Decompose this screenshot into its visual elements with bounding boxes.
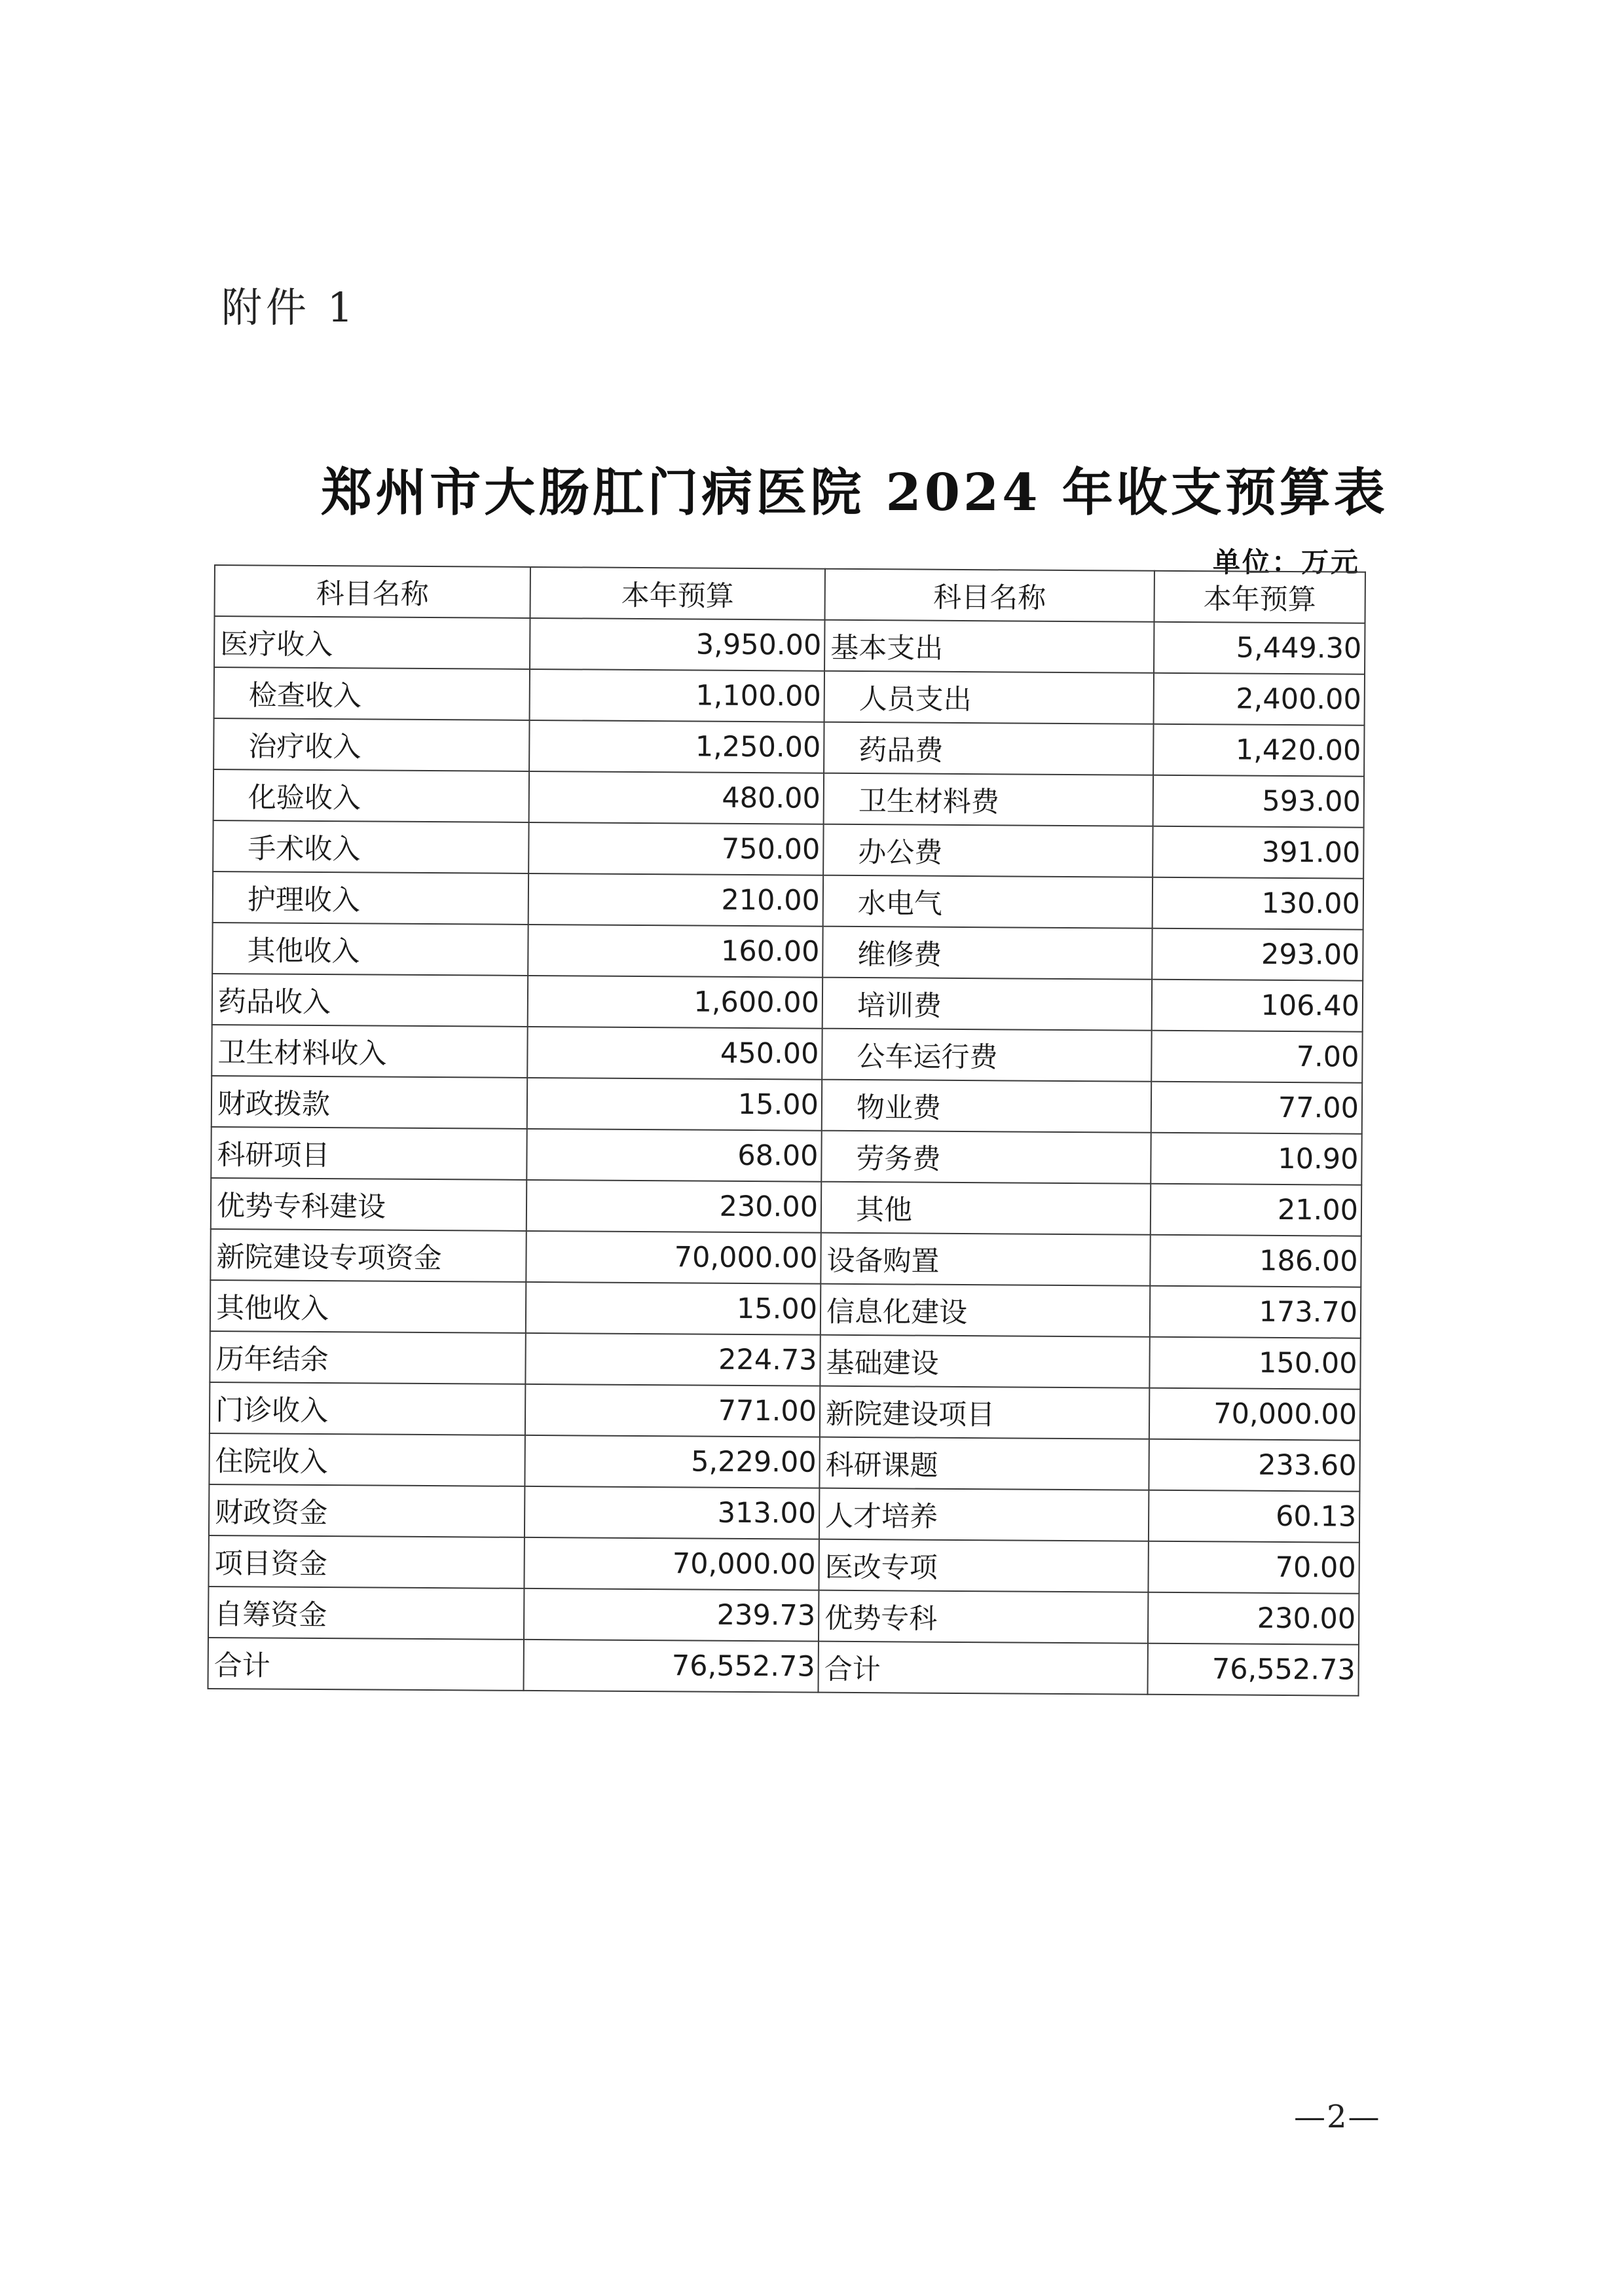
income-item-budget: 15.00 bbox=[526, 1282, 821, 1335]
document-title: 郑州市大肠肛门病医院 2024 年收支预算表 bbox=[321, 463, 1388, 523]
income-item-budget: 76,552.73 bbox=[524, 1640, 819, 1693]
table-row bbox=[213, 769, 1364, 828]
income-item-name: 治疗收入 bbox=[213, 718, 529, 771]
table-row bbox=[213, 718, 1364, 777]
expense-item-name: 设备购置 bbox=[821, 1233, 1150, 1286]
expense-item-name: 维修费 bbox=[822, 927, 1152, 980]
expense-item-name: 合计 bbox=[818, 1642, 1147, 1695]
expense-item-budget: 2,400.00 bbox=[1154, 673, 1365, 725]
table-row bbox=[209, 1484, 1359, 1543]
table-row bbox=[208, 1535, 1359, 1594]
income-item-budget: 15.00 bbox=[527, 1078, 822, 1131]
income-item-name: 医疗收入 bbox=[214, 616, 530, 669]
income-item-budget: 1,100.00 bbox=[530, 669, 824, 722]
budget-table bbox=[208, 564, 1366, 1697]
income-item-budget: 480.00 bbox=[529, 771, 824, 824]
income-item-name: 合计 bbox=[208, 1638, 524, 1691]
expense-item-budget: 391.00 bbox=[1153, 826, 1363, 879]
table-header-row bbox=[215, 565, 1365, 623]
expense-item-budget: 293.00 bbox=[1152, 928, 1363, 981]
table-row bbox=[212, 1076, 1362, 1134]
expense-item-name: 优势专科 bbox=[819, 1590, 1148, 1643]
unit-label: 单位：万元 bbox=[1213, 546, 1361, 578]
income-item-budget: 313.00 bbox=[525, 1486, 819, 1539]
expense-item-name: 药品费 bbox=[824, 722, 1153, 775]
table-row bbox=[214, 667, 1365, 725]
income-item-budget: 160.00 bbox=[528, 925, 822, 978]
table-row bbox=[210, 1382, 1360, 1441]
expense-item-name: 其他 bbox=[821, 1182, 1151, 1235]
attachment-label: 附件 1 bbox=[221, 284, 358, 331]
table-row bbox=[214, 616, 1365, 674]
income-item-budget: 771.00 bbox=[525, 1384, 820, 1437]
income-item-budget: 70,000.00 bbox=[526, 1231, 821, 1284]
expense-item-budget: 7.00 bbox=[1151, 1031, 1362, 1083]
expense-item-budget: 70.00 bbox=[1148, 1541, 1359, 1594]
expense-item-budget: 1,420.00 bbox=[1153, 724, 1364, 777]
income-item-name: 财政拨款 bbox=[212, 1076, 527, 1129]
income-item-name: 化验收入 bbox=[213, 769, 529, 822]
table-row bbox=[212, 974, 1363, 1032]
expense-item-name: 科研课题 bbox=[819, 1437, 1149, 1490]
table-row bbox=[208, 1587, 1359, 1645]
expense-item-budget: 10.90 bbox=[1151, 1133, 1361, 1185]
table-row bbox=[208, 1638, 1359, 1696]
income-item-budget: 224.73 bbox=[525, 1333, 820, 1386]
expense-item-budget: 230.00 bbox=[1148, 1592, 1359, 1645]
income-item-name: 卫生材料收入 bbox=[212, 1025, 527, 1078]
expense-item-name: 办公费 bbox=[823, 824, 1153, 877]
expense-item-name: 医改专项 bbox=[819, 1539, 1148, 1592]
income-item-budget: 1,600.00 bbox=[528, 976, 822, 1029]
income-item-name: 其他收入 bbox=[212, 923, 528, 976]
table-row bbox=[213, 820, 1363, 879]
expense-item-budget: 21.00 bbox=[1151, 1184, 1361, 1236]
expense-item-budget: 593.00 bbox=[1153, 775, 1364, 828]
income-item-name: 历年结余 bbox=[210, 1331, 525, 1384]
income-item-budget: 210.00 bbox=[528, 873, 823, 927]
income-item-budget: 5,229.00 bbox=[525, 1435, 819, 1488]
expense-item-budget: 5,449.30 bbox=[1154, 622, 1365, 674]
header-expense-budget: 本年预算 bbox=[1154, 571, 1365, 623]
income-item-budget: 750.00 bbox=[528, 822, 823, 875]
income-item-budget: 70,000.00 bbox=[524, 1537, 819, 1590]
table-row bbox=[210, 1331, 1360, 1389]
table-row bbox=[210, 1280, 1361, 1338]
income-item-budget: 3,950.00 bbox=[530, 618, 824, 671]
expense-item-budget: 106.40 bbox=[1152, 980, 1363, 1032]
income-item-name: 优势专科建设 bbox=[211, 1178, 526, 1231]
income-item-budget: 68.00 bbox=[526, 1129, 821, 1182]
expense-item-budget: 130.00 bbox=[1153, 877, 1363, 930]
expense-item-name: 劳务费 bbox=[821, 1131, 1151, 1184]
income-item-name: 门诊收入 bbox=[210, 1382, 525, 1435]
income-item-name: 项目资金 bbox=[208, 1535, 524, 1588]
income-item-budget: 239.73 bbox=[524, 1588, 819, 1642]
expense-item-name: 水电气 bbox=[823, 875, 1153, 928]
header-expense-name: 科目名称 bbox=[825, 569, 1154, 622]
table-row bbox=[209, 1433, 1359, 1492]
header-income-budget: 本年预算 bbox=[530, 567, 825, 620]
table-row bbox=[211, 1178, 1361, 1236]
expense-item-name: 新院建设项目 bbox=[820, 1386, 1149, 1439]
income-item-name: 检查收入 bbox=[214, 667, 530, 720]
expense-item-name: 卫生材料费 bbox=[824, 773, 1153, 826]
expense-item-name: 基础建设 bbox=[820, 1335, 1149, 1388]
table-row bbox=[210, 1229, 1361, 1287]
income-item-name: 其他收入 bbox=[210, 1280, 526, 1333]
table-row bbox=[211, 1127, 1361, 1185]
expense-item-budget: 70,000.00 bbox=[1149, 1388, 1360, 1441]
header-income-name: 科目名称 bbox=[215, 565, 530, 618]
income-item-budget: 1,250.00 bbox=[529, 720, 824, 773]
expense-item-budget: 77.00 bbox=[1151, 1082, 1362, 1134]
table-body bbox=[208, 616, 1365, 1696]
expense-item-budget: 150.00 bbox=[1149, 1337, 1360, 1389]
page-number: —2— bbox=[1294, 2099, 1381, 2135]
income-item-name: 护理收入 bbox=[213, 872, 528, 925]
table-row bbox=[212, 923, 1363, 981]
income-item-name: 科研项目 bbox=[211, 1127, 526, 1180]
income-item-name: 财政资金 bbox=[209, 1484, 525, 1537]
expense-item-name: 培训费 bbox=[822, 978, 1152, 1031]
income-item-name: 药品收入 bbox=[212, 974, 528, 1027]
income-item-name: 住院收入 bbox=[209, 1433, 525, 1486]
expense-item-name: 公车运行费 bbox=[822, 1029, 1151, 1082]
expense-item-budget: 76,552.73 bbox=[1147, 1643, 1358, 1696]
expense-item-budget: 233.60 bbox=[1149, 1439, 1359, 1492]
income-item-budget: 230.00 bbox=[526, 1180, 821, 1233]
expense-item-name: 信息化建设 bbox=[821, 1284, 1150, 1337]
income-item-budget: 450.00 bbox=[527, 1027, 822, 1080]
expense-item-name: 基本支出 bbox=[824, 620, 1154, 673]
income-item-name: 自筹资金 bbox=[208, 1587, 524, 1640]
expense-item-name: 物业费 bbox=[822, 1080, 1151, 1133]
expense-item-budget: 186.00 bbox=[1150, 1235, 1361, 1287]
expense-item-name: 人才培养 bbox=[819, 1488, 1149, 1541]
income-item-name: 新院建设专项资金 bbox=[210, 1229, 526, 1282]
expense-item-budget: 173.70 bbox=[1150, 1286, 1361, 1338]
table-row bbox=[212, 1025, 1362, 1083]
expense-item-budget: 60.13 bbox=[1149, 1490, 1359, 1543]
income-item-name: 手术收入 bbox=[213, 820, 528, 873]
expense-item-name: 人员支出 bbox=[824, 671, 1154, 724]
table-row bbox=[213, 872, 1363, 930]
